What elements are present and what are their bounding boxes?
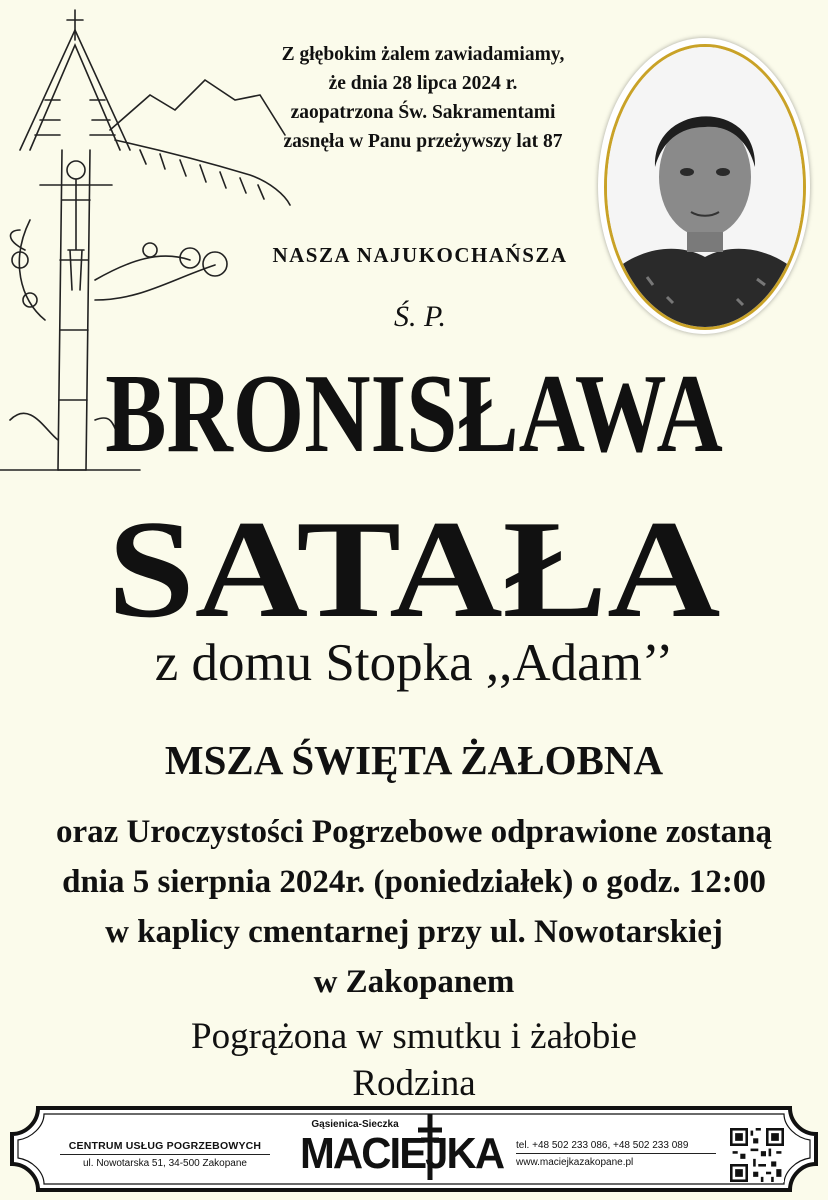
footer-brand-logo: MACIEJKA: [300, 1129, 504, 1178]
intro-text: [262, 40, 584, 156]
closing-signature: Rodzina: [352, 1063, 476, 1104]
ceremony-heading: MSZA ŚWIĘTA ŻAŁOBNA: [164, 737, 664, 783]
closing-line: Pogrążona w smutku i żałobie: [191, 1016, 637, 1057]
honorific: Ś. P.: [394, 300, 446, 333]
deceased-surname: SATAŁA: [107, 492, 721, 647]
intro-line: Z głębokim żalem zawiadamiamy,: [281, 44, 565, 65]
footer-company: [60, 1140, 270, 1169]
ceremony-details: [0, 807, 828, 1007]
footer-address: ul. Nowotarska 51, 34-500 Zakopane: [83, 1158, 247, 1169]
ceremony-line: dnia 5 sierpnia 2024r. (poniedziałek) o godz. 12:00: [62, 864, 766, 900]
intro-line: zaopatrzona Św. Sakramentami: [290, 102, 556, 123]
deceased-maiden-name: z domu Stopka ,,Adam’’: [154, 634, 674, 692]
footer-company-title: CENTRUM USŁUG POGRZEBOWYCH: [60, 1140, 270, 1155]
epithet-heading: NASZA NAJUKOCHAŃSZA: [272, 243, 568, 267]
ceremony-line: oraz Uroczystości Pogrzebowe odprawione zostaną: [55, 814, 773, 850]
ceremony-line: w kaplicy cmentarnej przy ul. Nowotarskiej: [105, 914, 723, 950]
ceremony-line: w Zakopanem: [313, 964, 515, 1000]
intro-line: że dnia 28 lipca 2024 r.: [328, 73, 518, 94]
intro-line: zasnęła w Panu przeżywszy lat 87: [283, 131, 563, 152]
footer-phone[interactable]: tel. +48 502 233 086, +48 502 233 089: [516, 1140, 716, 1154]
footer-brand-top: Gąsienica-Sieczka: [311, 1119, 399, 1130]
closing-text: [0, 1013, 828, 1107]
portrait-photo: [604, 44, 806, 330]
deceased-first-name: BRONISŁAWA: [105, 352, 723, 476]
cross-logo-icon: [415, 1112, 445, 1182]
qr-code-icon[interactable]: [730, 1128, 784, 1182]
footer-website[interactable]: www.maciejkazakopane.pl: [516, 1157, 634, 1168]
portrait-illustration: [607, 47, 803, 327]
footer-contact: [516, 1140, 716, 1168]
